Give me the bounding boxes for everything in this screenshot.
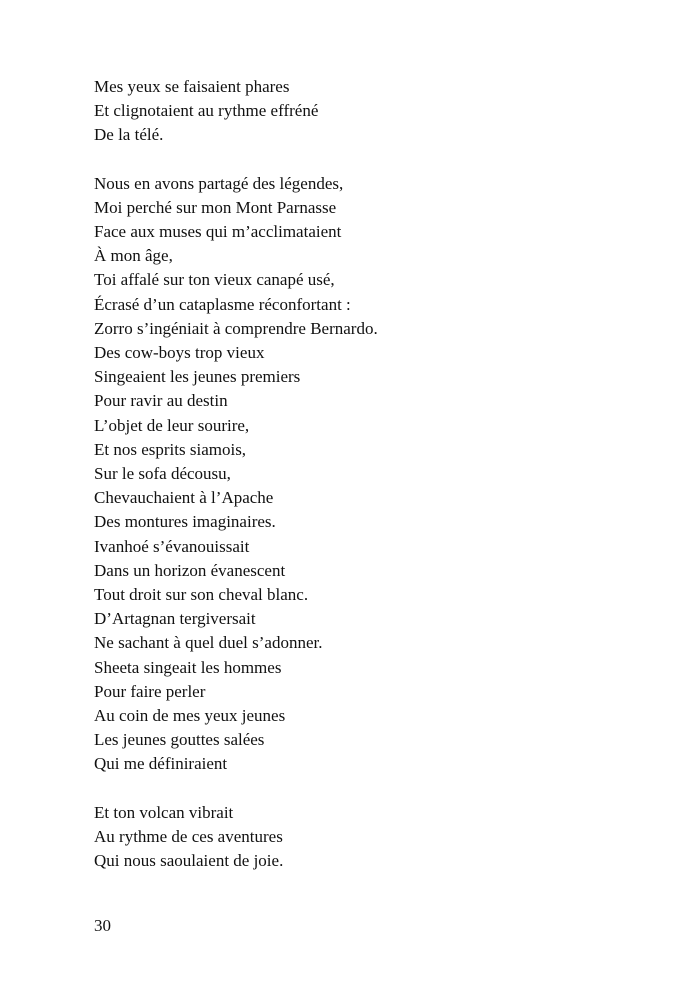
poem-line: Qui nous saoulaient de joie. <box>94 851 284 871</box>
poem-line: Zorro s’ingéniait à comprendre Bernardo. <box>94 318 378 338</box>
poem-line: Toi affalé sur ton vieux canapé usé, <box>94 270 335 290</box>
poem-line: Pour ravir au destin <box>94 391 228 411</box>
poem-line: Et nos esprits siamois, <box>94 439 247 459</box>
poem <box>94 75 378 897</box>
poem-line: Ivanhoé s’évanouissait <box>94 536 250 556</box>
poem-line: Singeaient les jeunes premiers <box>94 367 301 387</box>
poem-line: Écrasé d’un cataplasme réconfortant : <box>94 294 351 314</box>
poem-line: Chevauchaient à l’Apache <box>94 488 274 508</box>
stanza-3 <box>94 801 378 874</box>
poem-line: Ne sachant à quel duel s’adonner. <box>94 633 323 653</box>
poem-line: Mes yeux se faisaient phares <box>94 77 290 96</box>
poem-line: L’objet de leur sourire, <box>94 415 250 435</box>
poem-line: Et ton volcan vibrait <box>94 802 234 822</box>
poem-line: Moi perché sur mon Mont Parnasse <box>94 197 337 217</box>
poem-line: Dans un horizon évanescent <box>94 560 286 580</box>
poem-line: Et clignotaient au rythme effréné <box>94 101 319 121</box>
stanza-2 <box>94 172 378 777</box>
poem-line: Au rythme de ces aventures <box>94 826 283 846</box>
poem-line: D’Artagnan tergiversait <box>94 609 256 629</box>
poem-line: De la télé. <box>94 125 164 145</box>
poem-line: Face aux muses qui m’acclimataient <box>94 222 342 242</box>
poem-line: Sur le sofa décousu, <box>94 464 231 484</box>
poem-line: Des cow-boys trop vieux <box>94 343 265 363</box>
poem-line: À mon âge, <box>94 246 173 266</box>
stanza-1 <box>94 75 378 148</box>
poem-line: Les jeunes gouttes salées <box>94 730 265 750</box>
poem-line: Au coin de mes yeux jeunes <box>94 706 286 726</box>
poem-line: Qui me définiraient <box>94 754 228 774</box>
poem-line: Sheeta singeait les hommes <box>94 657 282 677</box>
poem-line: Nous en avons partagé des légendes, <box>94 173 344 193</box>
page-number: 30 <box>94 916 111 935</box>
poem-line: Des montures imaginaires. <box>94 512 276 532</box>
poem-line: Tout droit sur son cheval blanc. <box>94 585 309 605</box>
poem-line: Pour faire perler <box>94 681 206 701</box>
